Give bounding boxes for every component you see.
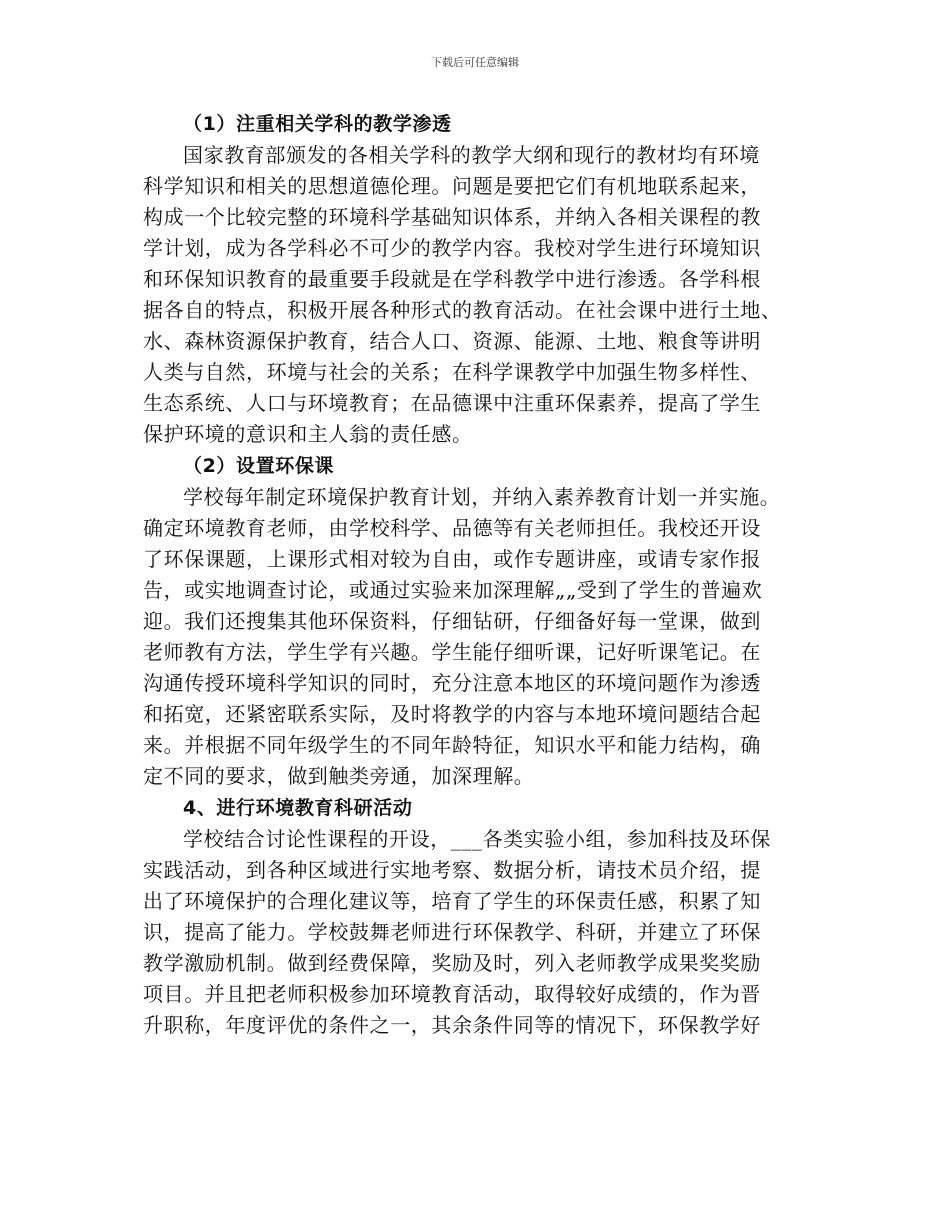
paragraph-line: 国家教育部颁发的各相关学科的教学大纲和现行的教材均有环境: [183, 143, 760, 167]
paragraph-line: 识，提高了能力。学校鼓舞老师进行环保教学、科研，并建立了环保: [143, 920, 761, 944]
paragraph-line: 出了环境保护的合理化建议等，培育了学生的环保责任感，积累了知: [143, 889, 761, 913]
paragraph-line: 项目。并且把老师积极参加环境教育活动，取得较好成绩的，作为晋: [143, 982, 761, 1006]
section-heading: 4、进行环境教育科研活动: [183, 797, 413, 819]
paragraph-line: 学计划，成为各学科必不可少的教学内容。我校对学生进行环境知识: [143, 236, 761, 260]
paragraph-line: 学校结合讨论性课程的开设，___各类实验小组，参加科技及环保: [183, 827, 771, 851]
paragraph-line: 确定环境教育老师，由学校科学、品德等有关老师担任。我校还开设: [143, 516, 761, 540]
section-heading: （2）设置环保课: [183, 455, 335, 477]
document-body: [143, 108, 813, 1041]
paragraph-line: 和拓宽，还紧密联系实际，及时将教学的内容与本地环境问题结合起: [143, 702, 761, 726]
paragraph-line: 据各自的特点，积极开展各种形式的教育活动。在社会课中进行土地、: [143, 298, 782, 322]
paragraph-line: 升职称，年度评优的条件之一，其余条件同等的情况下，环保教学好: [143, 1013, 761, 1037]
paragraph-line: 了环保课题，上课形式相对较为自由，或作专题讲座，或请专家作报: [143, 547, 761, 571]
paragraph-line: 保护环境的意识和主人翁的责任感。: [143, 422, 473, 446]
paragraph-line: 人类与自然，环境与社会的关系；在科学课教学中加强生物多样性、: [143, 360, 761, 384]
paragraph-line: 生态系统、人口与环境教育；在品德课中注重环保素养，提高了学生: [143, 391, 761, 415]
paragraph-line: 构成一个比较完整的环境科学基础知识体系，并纳入各相关课程的教: [143, 205, 761, 229]
paragraph-line: 迎。我们还搜集其他环保资料，仔细钻研，仔细备好每一堂课，做到: [143, 609, 761, 633]
section-heading: （1）注重相关学科的教学渗透: [183, 113, 452, 135]
paragraph-line: 实践活动，到各种区域进行实地考察、数据分析，请技术员介绍，提: [143, 858, 761, 882]
paragraph-line: 定不同的要求，做到触类旁通，加深理解。: [143, 764, 535, 788]
page-header: 下载后可任意编辑: [431, 56, 519, 69]
paragraph-line: 和环保知识教育的最重要手段就是在学科教学中进行渗透。各学科根: [143, 267, 761, 291]
paragraph-line: 水、森林资源保护教育，结合人口、资源、能源、土地、粮食等讲明: [143, 329, 761, 353]
paragraph-line: 学校每年制定环境保护教育计划，并纳入素养教育计划一并实施。: [183, 485, 781, 509]
paragraph-line: 沟通传授环境科学知识的同时，充分注意本地区的环境问题作为渗透: [143, 671, 761, 695]
paragraph-line: 科学知识和相关的思想道德伦理。问题是要把它们有机地联系起来，: [143, 174, 761, 198]
paragraph-line: 老师教有方法，学生学有兴趣。学生能仔细听课，记好听课笔记。在: [143, 640, 761, 664]
paragraph-line: 告，或实地调查讨论，或通过实验来加深理解„„受到了学生的普遍欢: [143, 578, 763, 602]
paragraph-line: 来。并根据不同年级学生的不同年龄特征，知识水平和能力结构，确: [143, 733, 761, 757]
paragraph-line: 教学激励机制。做到经费保障，奖励及时，列入老师教学成果奖奖励: [143, 951, 761, 975]
